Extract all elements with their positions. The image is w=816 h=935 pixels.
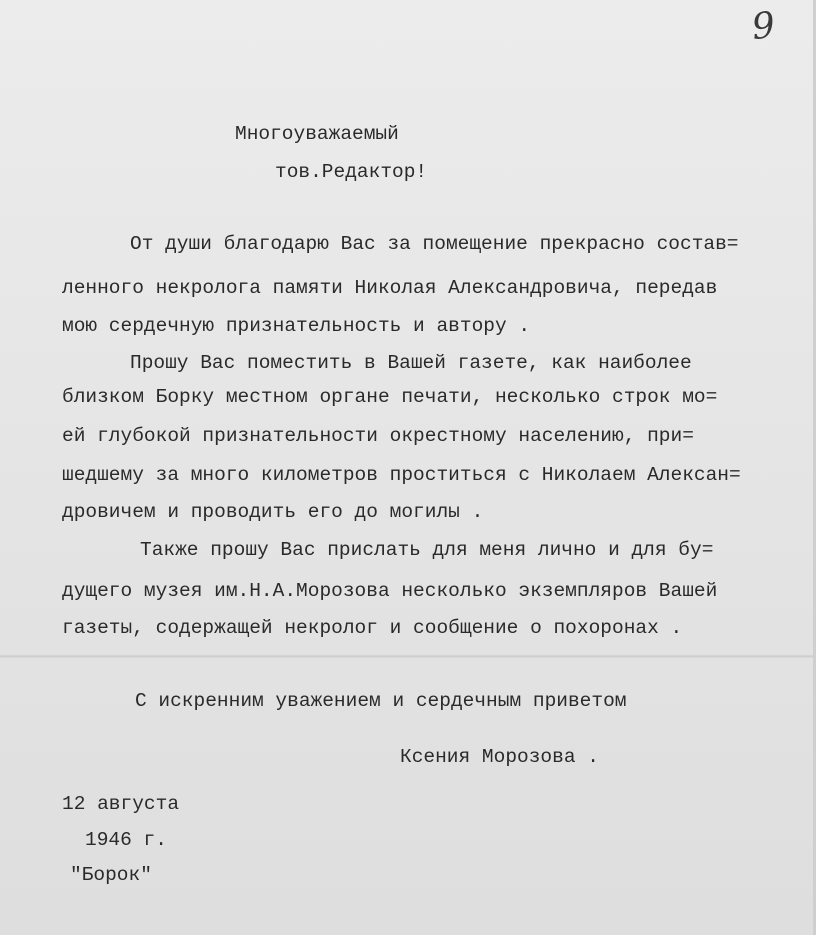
paragraph-2-line-3: ей глубокой признательности окрестному населению, при=	[62, 425, 694, 447]
date-year: 1946 г.	[85, 829, 167, 851]
handwritten-page-number: 9	[749, 4, 777, 49]
salutation-line-1: Многоуважаемый	[235, 123, 399, 145]
paragraph-1-line-3: мою сердечную признательность и автору .	[62, 315, 531, 337]
paragraph-2-line-5: дровичем и проводить его до могилы .	[62, 501, 484, 523]
paragraph-2-line-4: шедшему за много километров проститься с Николаем Алексан=	[62, 464, 741, 486]
paragraph-2-line-1: Прошу Вас поместить в Вашей газете, как наиболее	[130, 352, 692, 374]
paragraph-2-line-2: близком Борку местном органе печати, несколько строк мо=	[62, 386, 718, 408]
date-day-month: 12 августа	[62, 793, 180, 815]
closing-line: С искренним уважением и сердечным приветом	[135, 690, 627, 712]
paragraph-1-line-1: От души благодарю Вас за помещение прекрасно состав=	[130, 233, 739, 255]
place-name: "Борок"	[70, 864, 152, 886]
paper-fold	[0, 655, 816, 658]
paragraph-3-line-2: дущего музея им.Н.А.Морозова несколько экземпляров Вашей	[62, 580, 718, 602]
salutation-line-2: тов.Редактор!	[275, 161, 428, 183]
paragraph-3-line-3: газеты, содержащей некролог и сообщение о похоронах .	[62, 617, 683, 639]
signature: Ксения Морозова .	[400, 746, 599, 768]
paragraph-1-line-2: ленного некролога памяти Николая Александровича, передав	[62, 277, 718, 299]
paragraph-3-line-1: Также прошу Вас прислать для меня лично и для бу=	[140, 539, 714, 561]
